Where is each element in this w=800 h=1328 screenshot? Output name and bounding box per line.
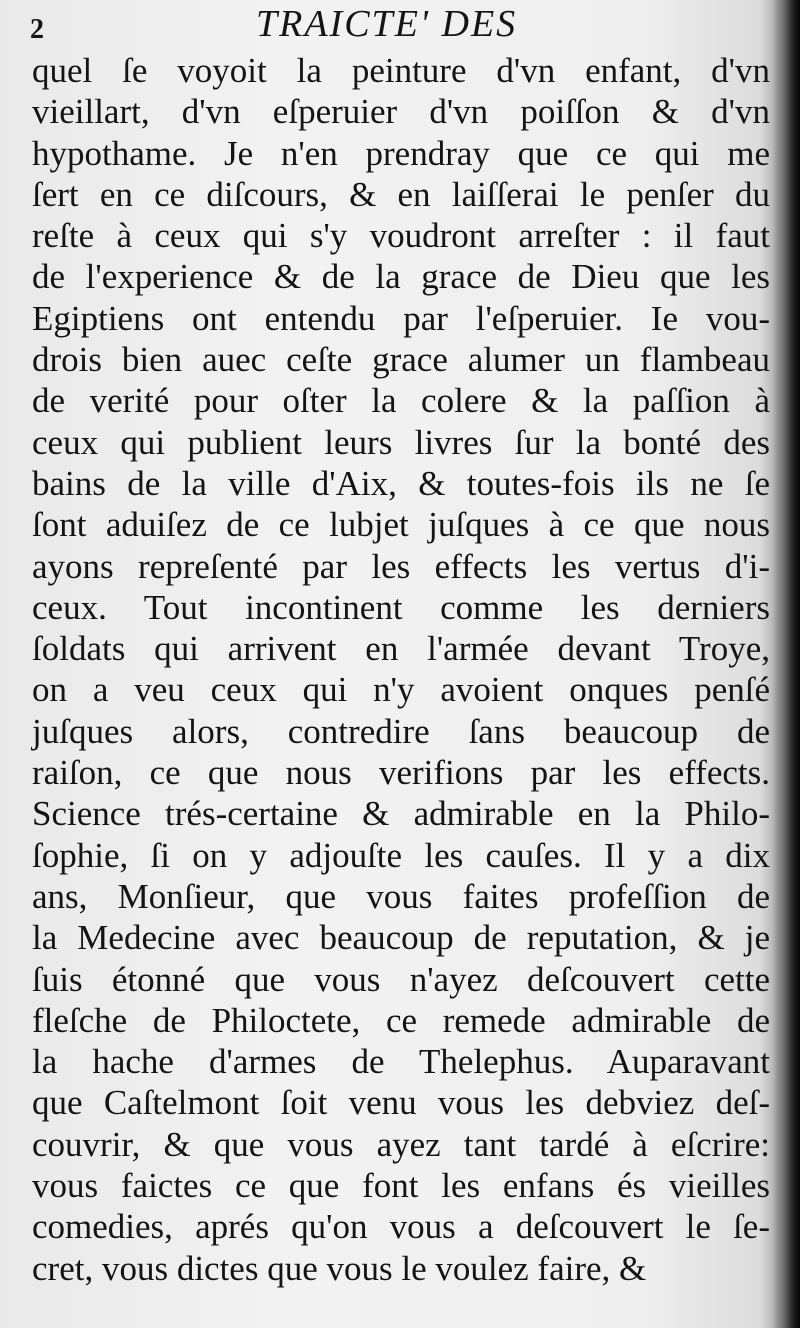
text-line: ayons repreſenté par les effects les vertus d'i- [32, 546, 770, 586]
text-line: on a veu ceux qui n'y avoient onques penſé [32, 670, 770, 710]
text-line: ſert en ce diſcours, & en laiſſerai le penſer du [32, 174, 770, 214]
text-line: Science trés-certaine & admirable en la Philo- [32, 794, 770, 834]
text-line: comedies, aprés qu'on vous a deſcouvert le ſe- [32, 1207, 770, 1247]
text-line: la Medecine avec beaucoup de reputation, & je [32, 918, 770, 958]
text-line: vieillart, d'vn eſperuier d'vn poiſſon & d'vn [32, 92, 770, 132]
text-line: couvrir, & que vous ayez tant tardé à eſcrire: [32, 1124, 770, 1164]
text-line: cret, vous dictes que vous le voulez faire, & [32, 1248, 647, 1288]
text-line: Egiptiens ont entendu par l'eſperuier. Ie vou- [32, 298, 770, 338]
running-title: TRAICTE' DES [256, 3, 518, 45]
text-line: fleſche de Philoctete, ce remede admirable de [32, 1000, 770, 1040]
page-number: 2 [30, 14, 44, 45]
text-line: ſuis étonné que vous n'ayez deſcouvert cette [32, 959, 770, 999]
text-line: vous faictes ce que font les enfans és vieilles [32, 1166, 770, 1206]
text-line: drois bien auec ceſte grace alumer un flambeau [32, 340, 770, 380]
text-line: raiſon, ce que nous verifions par les effects. [32, 753, 770, 793]
text-line: reſte à ceux qui s'y voudront arreſter : il faut [32, 216, 770, 256]
text-line: quel ſe voyoit la peinture d'vn enfant, d'vn [32, 51, 770, 90]
text-line: la hache d'armes de Thelephus. Auparavant [32, 1042, 770, 1082]
body-text [32, 50, 770, 1289]
text-line: ſoldats qui arrivent en l'armée devant Troye, [32, 629, 770, 669]
text-line: hypothame. Je n'en prendray que ce qui me [32, 133, 770, 173]
text-line: ceux qui publient leurs livres ſur la bonté des [32, 422, 770, 462]
text-line: bains de la ville d'Aix, & toutes-fois ils ne ſe [32, 463, 770, 503]
text-line: ſophie, ſi on y adjouſte les cauſes. Il y a dix [32, 835, 770, 875]
page-edge-shadow [772, 0, 800, 1328]
page-header [30, 0, 750, 48]
text-line: de l'experience & de la grace de Dieu que les [32, 257, 770, 297]
text-line: de verité pour oſter la colere & la paſſion à [32, 381, 770, 421]
text-line: ceux. Tout incontinent comme les derniers [32, 587, 770, 627]
text-line: ſont aduiſez de ce lubjet juſques à ce que nous [32, 505, 770, 545]
text-line: juſques alors, contredire ſans beaucoup de [32, 711, 770, 751]
text-line: que Caſtelmont ſoit venu vous les debviez deſ- [32, 1083, 770, 1123]
text-line: ans, Monſieur, que vous faites profeſſion de [32, 876, 770, 916]
